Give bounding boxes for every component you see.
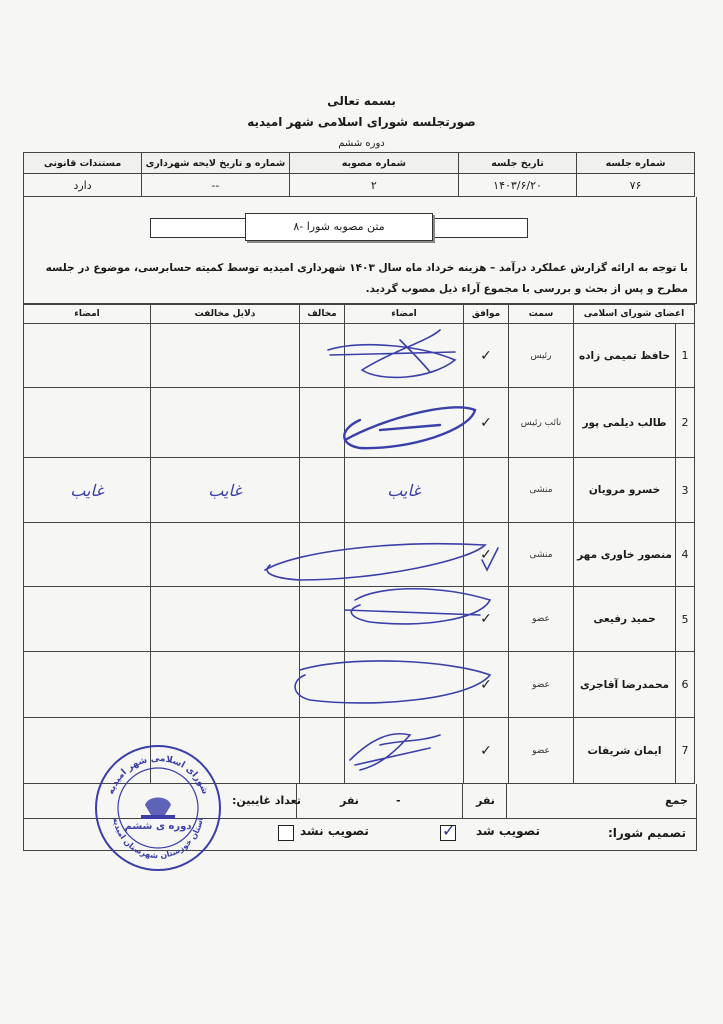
member-role: رئیس	[509, 324, 574, 388]
col-members: اعضای شورای اسلامی	[574, 305, 695, 324]
member-name: خسرو مرویان	[574, 458, 676, 523]
row-number: 2	[676, 388, 695, 458]
approved-checkbox	[440, 821, 456, 841]
reason-cell	[151, 388, 300, 458]
signature-cell	[345, 587, 464, 652]
agree-check: ✓	[464, 324, 509, 388]
member-name: محمدرضا آقاجری	[574, 652, 676, 718]
rejected-checkbox	[278, 825, 294, 841]
member-role: عضو	[509, 718, 574, 784]
stamp-top-text: شورای اسلامی شهر امیدیه	[106, 753, 210, 796]
resolution-text: با توجه به ارائه گزارش عملکرد درآمد – هزینه خرداد ماه سال ۱۴۰۳ شهرداری امیدیه توسط کمیته حسابرسی، موضوع در جلسه مطرح و پس از بحث و بررسی با مجموع آراء ذیل مصوب گردید.	[45, 262, 688, 295]
disagree-cell	[300, 458, 345, 523]
total-label: جمع	[665, 794, 688, 807]
header-title: صورتجلسه شورای اسلامی شهر امیدیه	[247, 115, 476, 129]
absent-count-label: تعداد غایبین:	[232, 794, 301, 807]
member-name: منصور خاوری مهر	[574, 523, 676, 587]
col-signature-2: امضاء	[24, 305, 151, 324]
col-signature: امضاء	[345, 305, 464, 324]
col-disagree-reasons: دلایل مخالفت	[151, 305, 300, 324]
row-number: 7	[676, 718, 695, 784]
approved-check-icon: ✓	[442, 821, 456, 840]
agree-check	[464, 458, 509, 523]
member-role: نائب رئیس	[509, 388, 574, 458]
reason-cell	[151, 324, 300, 388]
signature2-cell	[24, 324, 151, 388]
disagree-cell	[300, 652, 345, 718]
member-role: منشی	[509, 523, 574, 587]
agree-check: ✓	[464, 587, 509, 652]
agree-check: ✓	[464, 388, 509, 458]
resolution-title: ۸- متن مصوبه شورا	[245, 213, 433, 241]
meta-session-number: ۷۶	[577, 174, 695, 197]
svg-text:شورای اسلامی شهر امیدیه	[106, 754, 210, 796]
row-number: 3	[676, 458, 695, 523]
meta-header-session-number: شماره جلسه	[577, 153, 695, 174]
disagree-cell	[300, 718, 345, 784]
members-table	[23, 304, 695, 784]
reason-cell	[151, 587, 300, 652]
signature-cell	[345, 523, 464, 587]
row-number: 6	[676, 652, 695, 718]
signature2-cell	[24, 652, 151, 718]
signature2-cell	[24, 587, 151, 652]
table-row	[24, 523, 695, 587]
reason-cell	[151, 652, 300, 718]
stamp-bottom-text: استان خوزستان شهرستان امیدیه	[111, 816, 205, 861]
row-number: 5	[676, 587, 695, 652]
member-name: ایمان شریفات	[574, 718, 676, 784]
row-number: 1	[676, 324, 695, 388]
signature-cell	[345, 324, 464, 388]
agree-check: ✓	[464, 718, 509, 784]
meta-session-date: ۱۴۰۳/۶/۲۰	[458, 174, 576, 197]
meta-resolution-number: ۲	[289, 174, 458, 197]
agree-unit: نفر	[476, 794, 495, 807]
meta-header-legal-basis: مستندات قانونی	[24, 153, 142, 174]
meta-table	[23, 152, 695, 197]
stamp-center-text: دوره ی ششم	[124, 821, 192, 832]
meta-header-resolution-number: شماره مصوبه	[289, 153, 458, 174]
meta-legal-basis: دارد	[24, 174, 142, 197]
col-role: سمت	[509, 305, 574, 324]
stamp-seal-icon	[93, 743, 223, 873]
absent-mark: غایب	[24, 458, 151, 523]
table-row	[24, 324, 695, 388]
disagree-cell	[300, 587, 345, 652]
meta-bill-number-date: --	[142, 174, 290, 197]
meta-header-session-date: تاریخ جلسه	[458, 153, 576, 174]
header-bismillah: بسمه تعالی	[327, 94, 396, 108]
title-ribbon-left	[150, 218, 248, 238]
disagree-cell	[300, 324, 345, 388]
title-ribbon-right	[430, 218, 528, 238]
table-row	[24, 587, 695, 652]
member-role: منشی	[509, 458, 574, 523]
signature-cell	[345, 718, 464, 784]
col-disagree: مخالف	[300, 305, 345, 324]
table-row	[24, 458, 695, 523]
approved-label: تصویب شد	[476, 824, 540, 838]
member-name: حمید رفیعی	[574, 587, 676, 652]
disagree-unit: نفر	[340, 794, 359, 807]
reason-cell	[151, 523, 300, 587]
table-row	[24, 388, 695, 458]
member-role: عضو	[509, 587, 574, 652]
signature-cell	[345, 388, 464, 458]
official-stamp	[93, 743, 223, 873]
disagree-cell	[300, 523, 345, 587]
signature2-cell	[24, 388, 151, 458]
signature-cell	[345, 652, 464, 718]
meta-header-bill-number-date: شماره و تاریخ لایحه شهرداری	[142, 153, 290, 174]
member-role: عضو	[509, 652, 574, 718]
agree-check: ✓	[464, 652, 509, 718]
member-name: طالب دیلمی پور	[574, 388, 676, 458]
agree-check: ✓	[464, 523, 509, 587]
col-agree: موافق	[464, 305, 509, 324]
row-number: 4	[676, 523, 695, 587]
table-row	[24, 652, 695, 718]
signature2-cell	[24, 523, 151, 587]
absent-mark: غایب	[151, 458, 300, 523]
header-period: دوره ششم	[338, 138, 385, 149]
decision-label: تصمیم شورا:	[607, 826, 686, 840]
disagree-dash: -	[396, 794, 401, 807]
member-name: حافظ تمیمی زاده	[574, 324, 676, 388]
absent-mark: غایب	[345, 458, 464, 523]
rejected-label: تصویب نشد	[300, 824, 369, 838]
disagree-cell	[300, 388, 345, 458]
